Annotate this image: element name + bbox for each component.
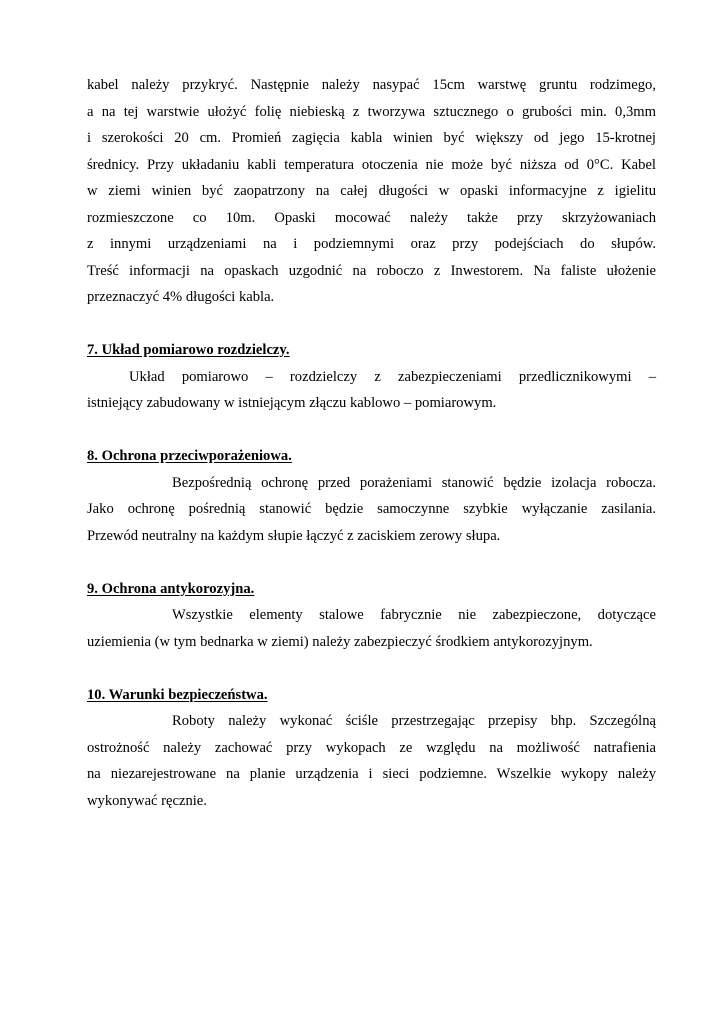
- paragraph-line: istniejący zabudowany w istniejącym złączu kablowo – pomiarowym.: [87, 395, 497, 411]
- paragraph-line: średnicy. Przy układaniu kabli temperatura otoczenia nie może być niższa od 0°C. Kabel: [87, 156, 656, 173]
- paragraph-line: wykonywać ręcznie.: [87, 792, 207, 809]
- paragraph-line: Jako ochronę pośrednią stanowić będzie samoczynne szybkie wyłączanie zasilania.: [87, 501, 656, 517]
- section-spacer: [87, 549, 656, 576]
- section-spacer: [87, 655, 656, 682]
- section-8: [87, 443, 656, 549]
- paragraph-line: przeznaczyć 4% długości kabla.: [87, 289, 275, 305]
- intro-paragraph: [87, 72, 656, 311]
- paragraph-line: na niezarejestrowane na planie urządzenia i sieci podziemne. Wszelkie wykopy należy: [87, 766, 656, 782]
- section-heading: 9. Ochrona antykorozyjna.: [87, 580, 255, 597]
- section-heading: 7. Układ pomiarowo rozdzielczy.: [87, 342, 290, 358]
- section-10: [87, 682, 656, 815]
- section-7: [87, 337, 656, 417]
- paragraph-line: kabel należy przykryć. Następnie należy nasypać 15cm warstwę gruntu rodzimego,: [87, 77, 656, 93]
- section-9: [87, 576, 656, 656]
- section-spacer: [87, 311, 656, 338]
- paragraph-line: a na tej warstwie ułożyć folię niebieską z tworzywa sztucznego o grubości min. 0,3mm: [87, 103, 656, 120]
- paragraph-line: z innymi urządzeniami na i podziemnymi oraz przy podejściach do słupów.: [87, 236, 656, 252]
- paragraph-line: Przewód neutralny na każdym słupie łączyć z zaciskiem zerowy słupa.: [87, 527, 501, 544]
- paragraph-line: ostrożność należy zachować przy wykopach ze względu na możliwość natrafienia: [87, 739, 656, 756]
- paragraph-line: Układ pomiarowo – rozdzielczy z zabezpieczeniami przedlicznikowymi –: [129, 368, 656, 385]
- paragraph-line: Roboty należy wykonać ściśle przestrzegając przepisy bhp. Szczególną: [172, 713, 656, 729]
- section-spacer: [87, 417, 656, 444]
- paragraph-line: w ziemi winien być zaopatrzony na całej długości w opaski informacyjne z igielitu: [87, 183, 656, 199]
- paragraph-line: i szerokości 20 cm. Promień zagięcia kabla winien być większy od jego 15-krotnej: [87, 130, 656, 146]
- document-page: [87, 72, 656, 814]
- paragraph-line: Wszystkie elementy stalowe fabrycznie nie zabezpieczone, dotyczące: [172, 607, 656, 623]
- paragraph-line: Treść informacji na opaskach uzgodnić na roboczo z Inwestorem. Na faliste ułożenie: [87, 262, 656, 279]
- section-heading: 8. Ochrona przeciwporażeniowa.: [87, 448, 292, 464]
- paragraph-line: Bezpośrednią ochronę przed porażeniami stanowić będzie izolacja robocza.: [172, 474, 656, 491]
- section-heading: 10. Warunki bezpieczeństwa.: [87, 686, 268, 703]
- paragraph-line: uziemienia (w tym bednarka w ziemi) należy zabezpieczyć środkiem antykorozyjnym.: [87, 633, 593, 650]
- paragraph-line: rozmieszczone co 10m. Opaski mocować należy także przy skrzyżowaniach: [87, 209, 656, 226]
